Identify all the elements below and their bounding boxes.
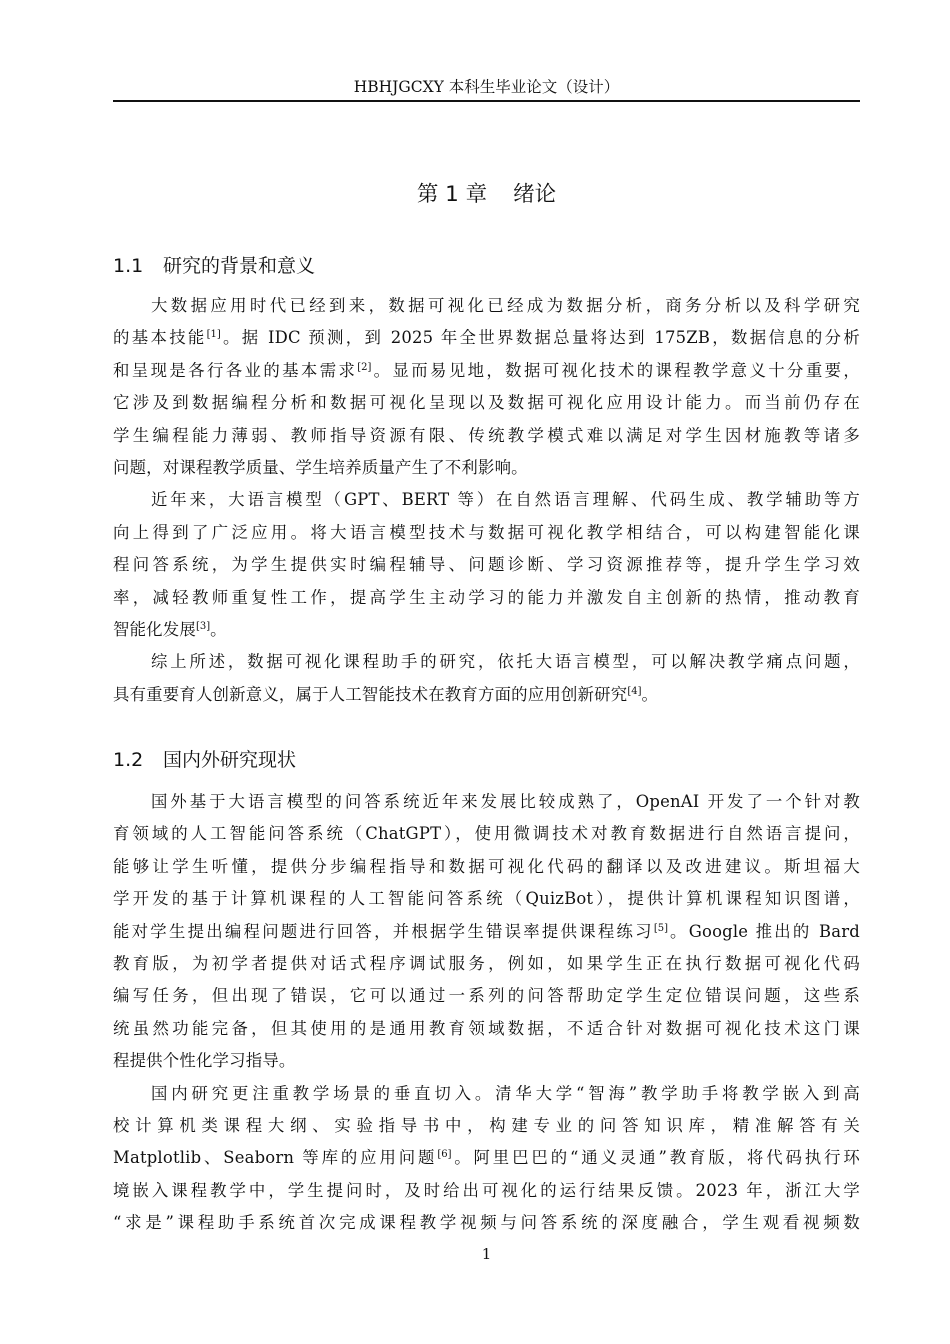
text-line: 综上所述，数据可视化课程助手的研究，依托大语言模型，可以解决教学痛点问题， <box>151 652 860 672</box>
text-line: 它涉及到数据编程分析和数据可视化呈现以及数据可视化应用设计能力。而当前仍存在 <box>113 393 860 413</box>
section-number: 1.2 <box>113 749 144 771</box>
section-1-2-body <box>113 786 860 1239</box>
text-line: 校计算机类课程大纲、实验指导书中，构建专业的问答知识库，精准解答有关 <box>113 1115 860 1135</box>
text-line: 国内研究更注重教学场景的垂直切入。清华大学“智海”教学助手将教学嵌入到高 <box>151 1083 860 1103</box>
text-line: 能够让学生听懂，提供分步编程指导和数据可视化代码的翻译以及改进建议。斯坦福大 <box>113 856 860 876</box>
text-line: 和呈现是各行各业的基本需求[2]。显而易见地，数据可视化技术的课程教学意义十分重要， <box>113 360 860 380</box>
text-line: 程问答系统，为学生提供实时编程辅导、问题诊断、学习资源推荐等，提升学生学习效 <box>113 555 860 575</box>
text-line: 近年来，大语言模型（GPT、BERT 等）在自然语言理解、代码生成、教学辅助等方 <box>151 490 860 510</box>
text-line: 学生编程能力薄弱、教师指导资源有限、传统教学模式难以满足对学生因材施教等诸多 <box>113 425 860 445</box>
text-line: 具有重要育人创新意义，属于人工智能技术在教育方面的应用创新研究[4]。 <box>113 684 659 704</box>
section-heading-1-1 <box>113 251 860 281</box>
text-line: “求是”课程助手系统首次完成课程教学视频与问答系统的深度融合，学生观看视频数 <box>113 1213 860 1233</box>
text-line: 程提供个性化学习指导。 <box>113 1051 296 1071</box>
chapter-number: 第 1 章 <box>416 182 488 207</box>
text-line: 学开发的基于计算机课程的人工智能问答系统（QuizBot），提供计算机课程知识图谱， <box>113 889 860 909</box>
chapter-title <box>113 178 860 212</box>
text-line: 教育版，为初学者提供对话式程序调试服务，例如，如果学生正在执行数据可视化代码 <box>113 953 860 973</box>
text-line: 能对学生提出编程问题进行回答，并根据学生错误率提供课程练习[5]。Google 推出的 Bard <box>113 921 860 941</box>
citation-ref: [4] <box>627 685 642 697</box>
text-line: 国外基于大语言模型的问答系统近年来发展比较成熟了，OpenAI 开发了一个针对教 <box>151 792 860 811</box>
citation-ref: [1] <box>206 329 221 341</box>
section-number: 1.1 <box>113 255 144 277</box>
text-line: 率，减轻教师重复性工作，提高学生主动学习的能力并激发自主创新的热情，推动教育 <box>113 587 860 607</box>
text-line: 大数据应用时代已经到来，数据可视化已经成为数据分析，商务分析以及科学研究 <box>151 296 860 315</box>
chapter-name: 绪论 <box>513 182 557 207</box>
text-line: 向上得到了广泛应用。将大语言模型技术与数据可视化教学相结合，可以构建智能化课 <box>113 522 860 542</box>
section-title: 研究的背景和意义 <box>163 255 316 277</box>
page-number: 1 <box>481 1245 492 1263</box>
text-line: 境嵌入课程教学中，学生提问时，及时给出可视化的运行结果反馈。2023 年，浙江大学 <box>113 1180 860 1200</box>
citation-ref: [3] <box>195 620 211 632</box>
citation-ref: [2] <box>357 361 372 373</box>
section-title: 国内外研究现状 <box>163 749 297 771</box>
text-line: 育领域的人工智能问答系统（ChatGPT），使用微调技术对教育数据进行自然语言提问， <box>113 824 860 844</box>
header-rule <box>113 100 860 102</box>
text-line: 统虽然功能完备，但其使用的是通用教育领域数据，不适合针对数据可视化技术这门课 <box>113 1018 860 1038</box>
section-heading-1-2 <box>113 745 860 775</box>
text-line: Matplotlib、Seaborn 等库的应用问题[6]。阿里巴巴的“通义灵通”教育版，将代码执行环 <box>113 1148 860 1168</box>
text-line: 智能化发展[3]。 <box>113 619 227 639</box>
text-line: 编写任务，但出现了错误，它可以通过一系列的问答帮助定学生定位错误问题，这些系 <box>113 986 860 1006</box>
citation-ref: [6] <box>437 1149 452 1161</box>
text-line: 问题，对课程教学质量、学生培养质量产生了不利影响。 <box>113 457 528 477</box>
running-header: HBHJGCXY 本科生毕业论文（设计） <box>353 78 620 96</box>
section-1-1-body <box>113 290 860 711</box>
citation-ref: [5] <box>653 922 668 934</box>
text-line: 的基本技能[1]。据 IDC 预测，到 2025 年全世界数据总量将达到 175ZB，数据信息的分析 <box>113 328 860 348</box>
